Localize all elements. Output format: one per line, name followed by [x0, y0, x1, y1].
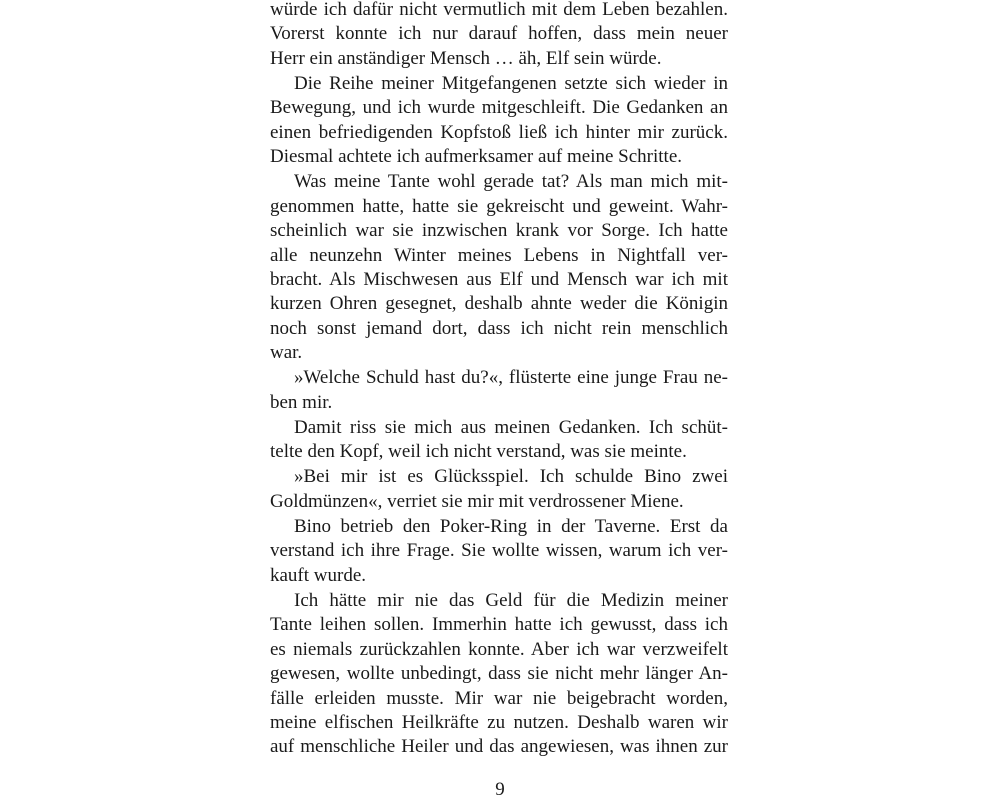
text-line: »Bei mir ist es Glücksspiel. Ich schulde Bino zwei: [294, 466, 728, 488]
body-text: [270, 0, 728, 760]
text-line: Was meine Tante wohl gerade tat? Als man mich mit-: [294, 171, 728, 193]
text-line: kauft wurde.: [270, 564, 367, 586]
text-line: ben mir.: [270, 391, 333, 413]
text-line: einen befriedigenden Kopfstoß ließ ich hinter mir zurück.: [270, 121, 728, 143]
text-line: Goldmünzen«, verriet sie mir mit verdrossener Miene.: [270, 490, 684, 512]
text-line: alle neunzehn Winter meines Lebens in Nightfall ver-: [270, 244, 728, 266]
text-line: Bino betrieb den Poker-Ring in der Taverne. Erst da: [294, 515, 728, 537]
text-line: noch sonst jemand dort, dass ich nicht rein menschlich: [270, 317, 728, 339]
text-line: Ich hätte mir nie das Geld für die Medizin meiner: [294, 589, 728, 611]
text-line: war.: [270, 342, 303, 364]
text-line: Vorerst konnte ich nur darauf hoffen, dass mein neuer: [270, 23, 728, 45]
text-line: meine elfischen Heilkräfte zu nutzen. Deshalb waren wir: [270, 711, 728, 733]
text-line: Herr ein anständiger Mensch … äh, Elf sein würde.: [270, 47, 662, 69]
paragraph: [270, 72, 728, 170]
text-line: bracht. Als Mischwesen aus Elf und Mensch war ich mit: [270, 268, 728, 290]
paragraph: [270, 366, 728, 415]
text-line: Tante leihen sollen. Immerhin hatte ich gewusst, dass ich: [270, 614, 728, 636]
text-line: kurzen Ohren gesegnet, deshalb ahnte weder die Königin: [270, 293, 728, 315]
text-line: Die Reihe meiner Mitgefangenen setzte sich wieder in: [294, 72, 728, 94]
text-line: fälle erleiden musste. Mir war nie beigebracht worden,: [270, 687, 728, 709]
text-line: es niemals zurückzahlen konnte. Aber ich war verzweifelt: [270, 638, 728, 660]
paragraph: [270, 170, 728, 365]
text-line: telte den Kopf, weil ich nicht verstand, was sie meinte.: [270, 441, 687, 463]
text-line: »Welche Schuld hast du?«, flüsterte eine junge Frau ne-: [294, 367, 728, 389]
text-line: Bewegung, und ich wurde mitgeschleift. Die Gedanken an: [270, 97, 728, 119]
text-line: scheinlich war sie inzwischen krank vor Sorge. Ich hatte: [270, 220, 728, 242]
paragraph: [270, 515, 728, 588]
paragraph: [270, 465, 728, 514]
page-number: 9: [495, 779, 505, 800]
text-line: verstand ich ihre Frage. Sie wollte wissen, warum ich ver-: [270, 540, 728, 562]
text-line: auf menschliche Heiler und das angewiesen, was ihnen zur: [270, 736, 728, 758]
paragraph: [270, 416, 728, 465]
text-line: würde ich dafür nicht vermutlich mit dem Leben bezahlen.: [270, 0, 728, 20]
paragraph: [270, 589, 728, 760]
paragraph: [270, 0, 728, 71]
text-line: Diesmal achtete ich aufmerksamer auf meine Schritte.: [270, 146, 683, 168]
text-line: genommen hatte, hatte sie gekreischt und geweint. Wahr-: [270, 195, 728, 217]
text-line: gewesen, wollte unbedingt, dass sie nicht mehr länger An-: [270, 663, 728, 685]
text-line: Damit riss sie mich aus meinen Gedanken. Ich schüt-: [294, 416, 728, 438]
